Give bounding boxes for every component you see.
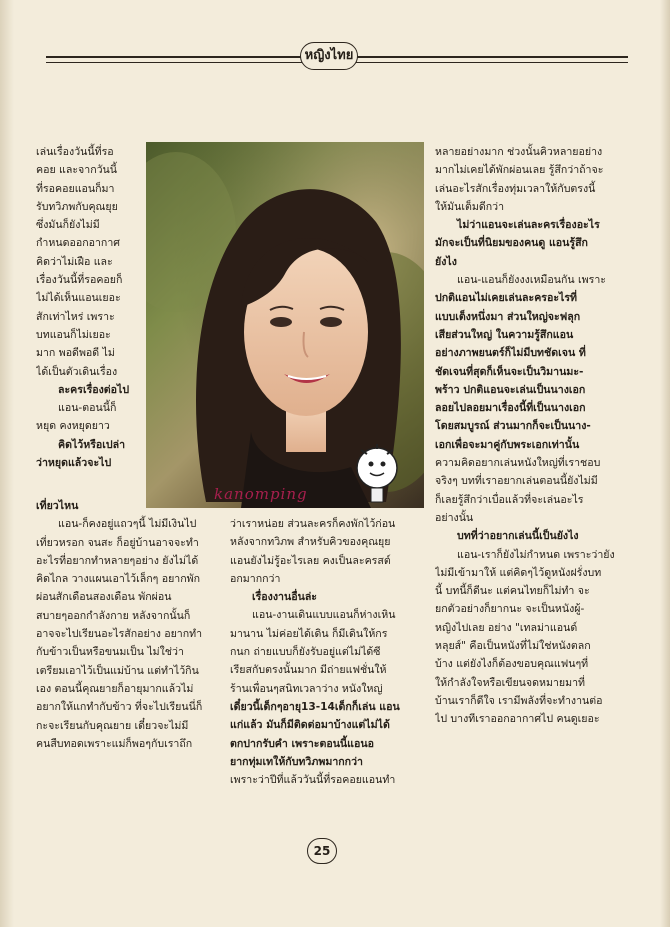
text-line: มาก พอดีพอดี ไม่ [36,347,115,360]
photo-watermark: kanomping [214,485,308,503]
text-line: ผ่อนสักเดือนสองเดือน พักผ่อน [36,591,172,604]
article-column-left [36,143,140,472]
text-line: อย่างภาพยนตร์ก็ไม่มีบทชัดเจน ที่ [435,347,586,360]
text-line: แอนยังไม่รู้อะไรเลย คงเป็นละครสต์ [230,554,391,567]
text-line: แอน-ก็คงอยู่แถวๆนี้ ไม่มีเงินไป [58,518,197,531]
text-line: จริงๆ บทที่เราอยากเล่นตอนนี้ยังไม่มี [435,475,598,488]
text-line: ว่าเราหน่อย ส่วนละครก็คงพักไว้ก่อน [230,518,396,530]
text-line: บทแอนก็ไม่เยอะ [36,328,111,341]
text-line: เล่นเรื่องวันนี้ที่รอ [36,146,114,158]
text-line: อย่างนั้น [435,511,474,524]
text-line: สักเท่าไหร่ เพราะ [36,310,115,323]
text-line: กะจะเรียนกับคุณยาย เดี๋ยวจะไม่มี [36,719,189,732]
text-line: ว่าหยุดแล้วจะไป [36,457,112,470]
text-line: โดยสมบูรณ์ ส่วนมากก็จะเป็นนาง- [435,420,591,433]
page-edge-right [660,0,670,927]
text-line: ยากทุ่มเทให้กับทวิภพมากกว่า [230,755,363,768]
text-line: ละครเรื่องต่อไป [58,383,130,396]
text-line: อาจจะไปเรียนอะไรสักอย่าง อยากทำ [36,628,203,641]
text-line: คิดไว้หรือเปล่า [58,438,126,451]
text-line: เรื่องวันนี้ที่รอคอยก็ [36,274,123,287]
text-line: แก่แล้ว มันก็มีติดต่อมาบ้างแต่ไม่ได้ [230,719,390,732]
text-line: ก็เลยรู้สึกว่าเบื่อแล้วที่จะเล่นอะไร [435,493,584,506]
text-line: ให้กำลังใจหรือเขียนจดหมายมาที่ [435,676,586,689]
text-line: แอน-เราก็ยังไม่กำหนด เพราะว่ายัง [457,548,615,561]
text-line: สบายๆออกกำลังกาย หลังจากนั้นก็ [36,609,191,622]
text-line: อยากให้แกทำกับข้าว ที่จะไปเรียนนี่ก็ [36,701,203,714]
text-line: อกมากกว่า [230,572,281,585]
text-line: บ้าง แต่ยังไงก็ต้องขอบคุณแฟนๆที่ [435,658,589,671]
text-line: ความคิดอยากเล่นหนังใหญ่ที่เราชอบ [435,457,601,470]
text-line: ซึ่งมันก็ยังไม่มี [36,219,100,232]
text-line: แอน-แอนก็ยังงงเหมือนกัน เพราะ [457,274,606,287]
text-line: ไม่ได้เห็นแอนเยอะ [36,292,121,305]
text-line: เล่นอะไรสักเรื่องทุ่มเวลาให้กับตรงนี้ [435,182,596,195]
text-line: บ้านเราก็ดีใจ เรามีพลังที่จะทำงานต่อ [435,694,603,707]
text-line: เอกเพื่อจะมาคู่กับพระเอกเท่านั้น [435,438,580,451]
text-line: หญิงไปเลย อย่าง "เทลม่าแอนด์ [435,621,578,634]
text-line: ปกติแอนไม่เคยเล่นละครอะไรที่ [435,292,578,305]
text-line: เรื่องงานอื่นล่ะ [252,591,317,604]
text-line: อะไรที่อยากทำหลายๆอย่าง ยังไม่ได้ [36,554,199,567]
text-line: คิดไกล วางแผนเอาไว้เล็กๆ อยากพัก [36,573,201,586]
text-line: ไม่มีเข้ามาให้ แต่คิดๆไว้ดูหนังฝรั่งบท [435,566,602,579]
portrait-illustration [146,142,424,508]
text-line: ยกตัวอย่างก็ยากนะ จะเป็นหนังผู้- [435,603,585,616]
text-line: รับทวิภพกับคุณยุย [36,200,118,213]
page-edge-left [0,0,14,927]
text-line: ที่รอคอยแอนก็มา [36,182,115,195]
text-line: เรียสกับตรงนั้นมาก มีถ่ายแฟชั่นให้ [230,664,387,677]
text-line: เอง ตอนนี้คุณยายก็อายุมากแล้วไม่ [36,682,194,695]
text-line: หยุด คงหยุดยาว [36,420,110,433]
text-line: หลายอย่างมาก ช่วงนั้นคิวหลายอย่าง [435,146,603,158]
text-line: เสียส่วนใหญ่ ในความรู้สึกแอน [435,328,574,341]
text-line: คิดว่าไม่เฝือ และ [36,255,113,268]
text-line: ยังไง [435,255,457,268]
text-line: คนสืบทอดเพราะแม่ก็พอๆกับเราถึก [36,737,193,750]
text-line: ไม่ว่าแอนจะเล่นละครเรื่องอะไร [457,219,600,232]
text-line: ให้มันเต็มดีกว่า [435,200,505,213]
text-line: เที่ยวไหน [36,500,79,512]
text-line: ตกปากรับคำ เพราะตอนนี้แอนอ [230,737,374,750]
text-line: หลังจากทวิภพ สำหรับคิวของคุณยุย [230,536,391,549]
text-line: มักจะเป็นที่นิยมของคนดู แอนรู้สึก [435,237,588,250]
text-line: กับข้าวเป็นหรือขนมเป็น ไม่ใช่ว่า [36,646,184,659]
text-line: ลอยไปลอยมาเรื่องนี้ที่เป็นนางเอก [435,402,586,415]
text-line: หลุยส์" คือเป็นหนังที่ไม่ใช่หนังตลก [435,640,591,653]
text-line: เที่ยวหรอก จนสะ ก็อยู่บ้านอาจจะทำ [36,536,199,549]
text-line: กำหนดออกอากาศ [36,237,121,250]
text-line: บทที่ว่าอยากเล่นนี้เป็นยังไง [457,530,579,543]
portrait-photo [146,142,424,508]
article-column-left-bottom [36,497,226,753]
text-line: แอน-ตอนนี้ก็ [58,402,117,415]
text-line: ไป บางทีเราออกอากาศไป คนดูเยอะ [435,713,600,726]
text-line: ชัดเจนที่สุดก็เห็นจะเป็นวิมานมะ- [435,365,584,378]
text-line: แบบเต็งหนึ่งมา ส่วนใหญ่จะฟลุก [435,310,581,323]
text-line: ร้านเพื่อนๆสนิทเวลาว่าง หนังใหญ่ [230,682,383,695]
text-line: ได้เป็นตัวเดินเรื่อง [36,365,118,378]
text-line: นี้ บทนี้ก็ดีนะ แต่คนไทยก็ไม่ทำ จะ [435,585,590,598]
text-line: มากไม่เคยได้พักผ่อนเลย รู้สึกว่าถ้าจะ [435,164,604,177]
magazine-logo: หญิงไทย [300,42,358,70]
text-line: มานาน ไม่ค่อยได้เดิน ก็มีเดินให้กร [230,627,388,640]
page-number: 25 [307,838,337,864]
text-line: เตรียมเอาไว้เป็นแม่บ้าน แต่ทำไว้กิน [36,664,199,677]
text-line: แอน-งานเดินแบบแอนก็ห่างเหิน [252,609,396,622]
article-column-middle [230,515,430,789]
text-line: เพราะว่าปีที่แล้ววันนี้ที่รอคอยแอนทำ [230,774,396,787]
text-line: กนก ถ่ายแบบก็ยังรับอยู่แต่ไม่ได้ซี [230,646,381,659]
article-column-right [435,143,635,729]
text-line: พร้าว ปกติแอนจะเล่นเป็นนางเอก [435,383,586,396]
text-line: เดี๋ยวนี้เด็กๆอายุ13-14เด็กก็เล่น แอน [230,700,400,713]
text-line: คอย และจากวันนี้ [36,164,118,177]
